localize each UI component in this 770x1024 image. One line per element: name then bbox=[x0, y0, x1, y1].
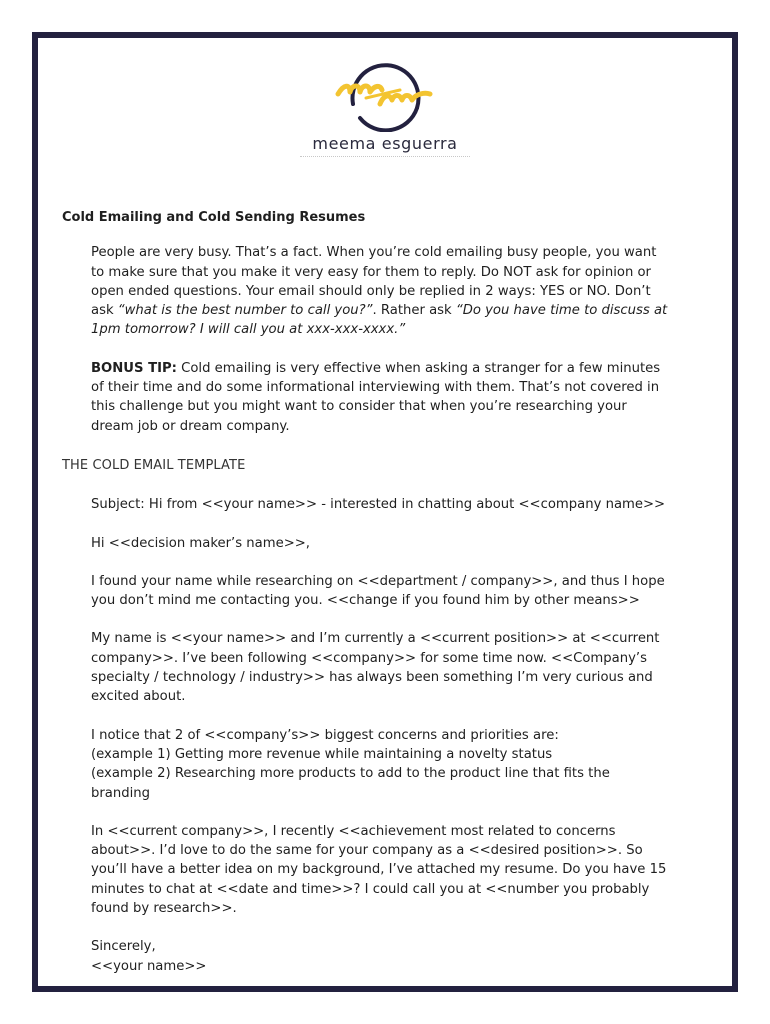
intro-text-2: . Rather ask bbox=[372, 303, 456, 319]
bonus-tip-paragraph bbox=[91, 359, 672, 436]
intro-quote-2: “Do you have time to discuss at 1pm tomorrow? I will call you at xxx-xxx-xxxx.” bbox=[91, 303, 668, 338]
email-paragraph-1: I found your name while researching on <<department / company>>, and thus I hope you don’t mind me contacting you. <<change if you found him by other means>> bbox=[91, 573, 665, 609]
email-concern-example-1: (example 1) Getting more revenue while maintaining a novelty status bbox=[91, 746, 553, 762]
document-title: Cold Emailing and Cold Sending Resumes bbox=[62, 210, 366, 225]
email-paragraph-2: My name is <<your name>> and I’m currently a <<current position>> at <<current company>>. I’ve been following <<company>> for some time now. <<Company’s specialty / technology / industry>> has always been something I’m very curious and excited about. bbox=[91, 631, 660, 705]
email-paragraph-4: In <<current company>>, I recently <<achievement most related to concerns about>>. I’d love to do the same for your company as a <<desired position>>. So you’ll have a better idea on my background, I’ve attached my resume. Do you have 15 minutes to chat at <<date and time>>? I could call you at <<number you probably found by research>>. bbox=[91, 823, 667, 917]
intro-quote-1: “what is the best number to call you?” bbox=[117, 303, 373, 319]
email-signoff: Sincerely, bbox=[91, 939, 156, 955]
me-monogram-logo-icon bbox=[330, 60, 440, 132]
intro-text-1: People are very busy. That’s a fact. When you’re cold emailing busy people, you want to make sure that you make it very easy for them to reply. Do NOT ask for opinion or open ended questions. Your email should only be replied in 2 ways: YES or NO. Don’t ask bbox=[91, 245, 657, 319]
email-signature: <<your name>> bbox=[91, 958, 207, 974]
email-concerns-intro: I notice that 2 of <<company’s>> biggest concerns and priorities are: bbox=[91, 727, 559, 743]
template-heading: THE COLD EMAIL TEMPLATE bbox=[62, 457, 246, 473]
email-subject: Subject: Hi from <<your name>> - interested in chatting about <<company name>> bbox=[91, 497, 666, 513]
intro-section bbox=[62, 243, 672, 436]
brand-name: meema esguerra bbox=[312, 134, 458, 153]
brand-tagline-divider bbox=[300, 156, 470, 159]
bonus-tip-label: BONUS TIP: bbox=[91, 360, 177, 376]
email-template bbox=[62, 495, 672, 976]
intro-paragraph bbox=[91, 243, 672, 339]
email-concern-example-2: (example 2) Researching more products to add to the product line that fits the branding bbox=[91, 766, 610, 801]
brand-logo bbox=[0, 60, 770, 160]
email-greeting: Hi <<decision maker’s name>>, bbox=[91, 535, 310, 551]
document-body bbox=[62, 208, 672, 976]
bonus-tip-text: Cold emailing is very effective when asking a stranger for a few minutes of their time and do some informational interviewing with them. That’s not covered in this challenge but you might want to consider that when you’re researching your dream job or dream company. bbox=[91, 360, 661, 434]
